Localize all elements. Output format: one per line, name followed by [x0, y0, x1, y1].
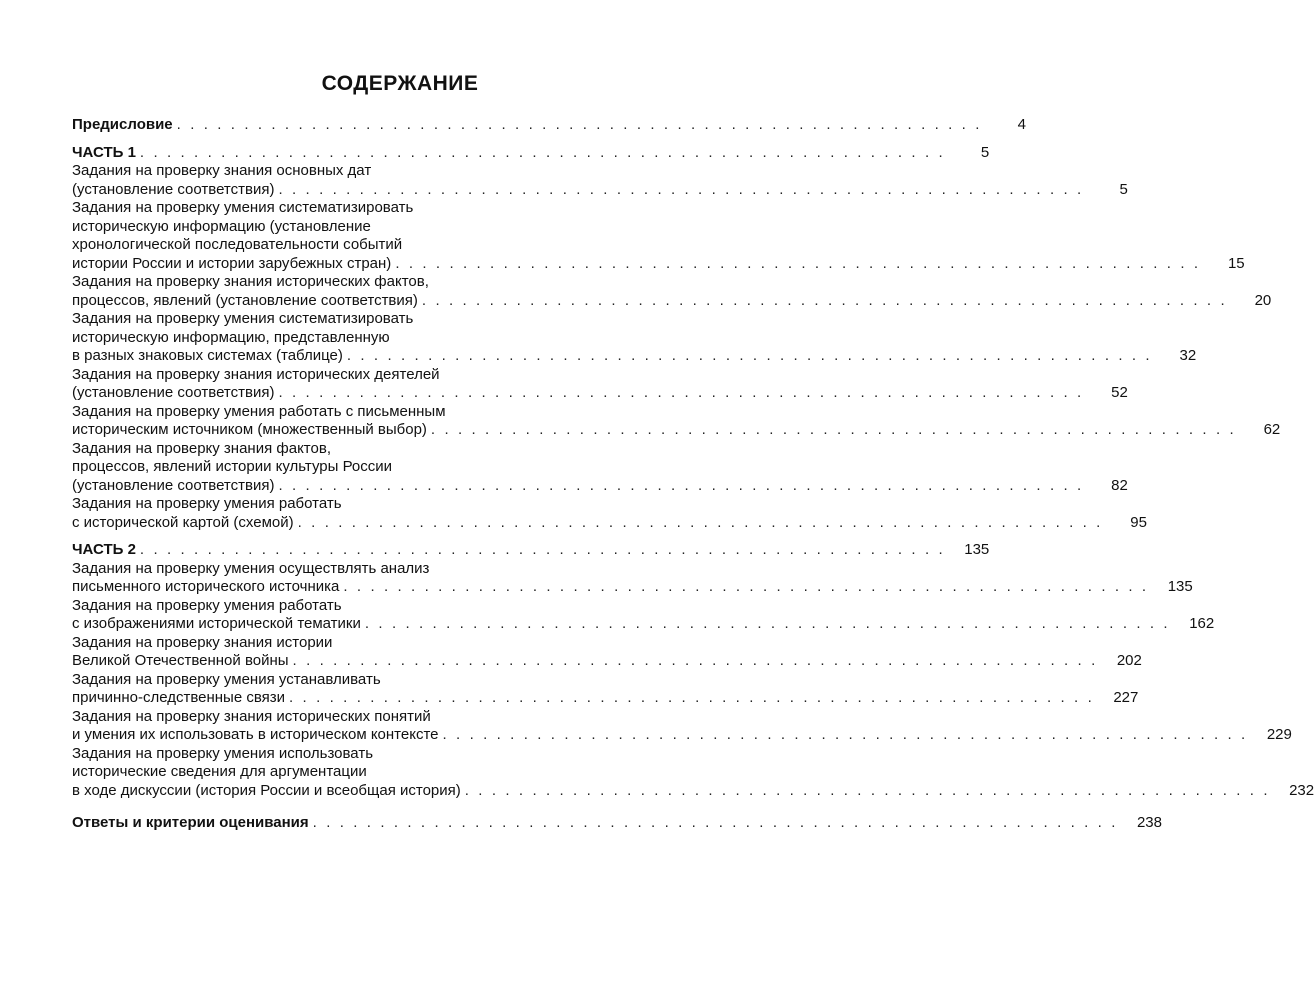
- toc-entry-last-line: [72, 384, 1128, 403]
- dot-leader: . . . . . . . . . . . . . . . . . . . . . . . . . . . . . . . . . . . . . . . . . . . . . . . . . . . . . . . . . . . .: [346, 347, 1153, 364]
- dot-leader: . . . . . . . . . . . . . . . . . . . . . . . . . . . . . . . . . . . . . . . . . . . . . . . . . . . . . . . . . . . .: [395, 254, 1201, 272]
- toc-entry: [72, 670, 1139, 708]
- toc-entry: [72, 744, 1314, 801]
- toc-entry-last-line: [72, 689, 1139, 708]
- dot-leader: . . . . . . . . . . . . . . . . . . . . . . . . . . . . . . . . . . . . . . . . . . . . . . . . . . . . . . . . . . . .: [278, 180, 1084, 198]
- toc-page-number: 32: [1179, 347, 1197, 364]
- dot-leader: . . . . . . . . . . . . . . . . . . . . . . . . . . . . . . . . . . . . . . . . . . . . . . . . . . . . . . . . . . . .: [421, 291, 1228, 309]
- toc-entry: [72, 116, 1026, 135]
- toc-entry-text: Задания на проверку умения использовать: [72, 744, 374, 762]
- toc-entry-text: ЧАСТЬ 2: [72, 541, 136, 558]
- toc-entry-text: (установление соответствия): [72, 384, 275, 401]
- toc-entry-text: Задания на проверку умения работать: [72, 495, 342, 512]
- toc-entry-last-line: [72, 254, 1245, 274]
- toc-entry-last-line: [72, 180, 1128, 200]
- dot-leader: . . . . . . . . . . . . . . . . . . . . . . . . . . . . . . . . . . . . . . . . . . . . . . . . . . . . . . . . . . . .: [430, 421, 1237, 438]
- toc-entry: [72, 439, 1128, 496]
- dot-leader: . . . . . . . . . . . . . . . . . . . . . . . . . . . . . . . . . . . . . . . . . . . . . . . . . . . . . . . . . . . .: [139, 541, 946, 558]
- toc-page-number: 5: [1119, 180, 1128, 198]
- toc-entry-last-line: [72, 652, 1142, 671]
- dot-leader: . . . . . . . . . . . . . . . . . . . . . . . . . . . . . . . . . . . . . . . . . . . . . . . . . . . . . . . . . . . .: [139, 143, 946, 161]
- toc-entry-text: Задания на проверку знания исторических понятий: [72, 707, 431, 725]
- toc-entry-last-line: [72, 578, 1193, 597]
- toc-entry: [72, 707, 1292, 745]
- toc-entry-last-line: [72, 347, 1197, 366]
- toc-entry-text: истории России и истории зарубежных стран): [72, 254, 392, 272]
- dot-leader: . . . . . . . . . . . . . . . . . . . . . . . . . . . . . . . . . . . . . . . . . . . . . . . . . . . . . . . . . . . .: [278, 476, 1084, 494]
- toc-entry-last-line: [72, 781, 1314, 801]
- toc-page-number: 229: [1266, 726, 1292, 743]
- toc-page-number: 15: [1227, 254, 1245, 272]
- dot-leader: . . . . . . . . . . . . . . . . . . . . . . . . . . . . . . . . . . . . . . . . . . . . . . . . . . . . . . . . . . . .: [312, 814, 1118, 831]
- toc-entry: [72, 814, 1162, 833]
- toc-entry-last-line: [72, 726, 1292, 745]
- toc-entry-text: Великой Отечественной войны: [72, 652, 289, 669]
- toc-entry: [72, 310, 1197, 366]
- dot-leader: . . . . . . . . . . . . . . . . . . . . . . . . . . . . . . . . . . . . . . . . . . . . . . . . . . . . . . . . . . . .: [292, 652, 1098, 669]
- toc-entry-text: с исторической картой (схемой): [72, 513, 294, 531]
- toc-entry: [72, 633, 1142, 671]
- toc-entry-text: письменного исторического источника: [72, 578, 340, 595]
- toc-page-number: 4: [1017, 116, 1026, 133]
- toc-entry-text: Задания на проверку умения систематизировать: [72, 310, 414, 327]
- dot-leader: . . . . . . . . . . . . . . . . . . . . . . . . . . . . . . . . . . . . . . . . . . . . . . . . . . . . . . . . . . . .: [278, 384, 1084, 401]
- toc-entry-text: Задания на проверку знания исторических деятелей: [72, 365, 440, 383]
- toc-page-number: 162: [1189, 615, 1215, 632]
- toc-entry-text: Ответы и критерии оценивания: [72, 814, 309, 831]
- toc-page-number: 227: [1113, 689, 1139, 706]
- toc-entry-text: процессов, явлений истории культуры России: [72, 458, 393, 475]
- toc-entry-text: и умения их использовать в историческом контексте: [72, 726, 439, 743]
- toc-entry: [72, 199, 1245, 273]
- toc-entry-text: Задания на проверку знания истории: [72, 633, 333, 651]
- dot-leader: . . . . . . . . . . . . . . . . . . . . . . . . . . . . . . . . . . . . . . . . . . . . . . . . . . . . . . . . . . . .: [442, 726, 1248, 743]
- toc-entry-text: Задания на проверку умения работать с письменным: [72, 402, 446, 420]
- dot-leader: . . . . . . . . . . . . . . . . . . . . . . . . . . . . . . . . . . . . . . . . . . . . . . . . . . . . . . . . . . . .: [343, 578, 1149, 595]
- toc-entry-text: Задания на проверку знания фактов,: [72, 439, 331, 457]
- toc-page-number: 62: [1263, 421, 1281, 438]
- toc-page-number: 135: [1167, 578, 1193, 595]
- toc-entry-text: процессов, явлений (установление соответствия): [72, 291, 418, 309]
- toc-entry-text: исторические сведения для аргументации: [72, 763, 367, 780]
- toc-entry-last-line: [72, 513, 1147, 533]
- toc-page-number: 95: [1130, 513, 1147, 531]
- toc-entry: [72, 559, 1193, 597]
- toc-entry-text: Задания на проверку умения систематизировать: [72, 199, 414, 216]
- toc-page-number: 202: [1116, 652, 1142, 669]
- toc-entry-text: в разных знаковых системах (таблице): [72, 347, 343, 364]
- toc-entry-text: историческую информацию, представленную: [72, 328, 390, 346]
- toc-entry-text: (установление соответствия): [72, 180, 275, 198]
- toc-entry: [72, 273, 1272, 310]
- dot-leader: . . . . . . . . . . . . . . . . . . . . . . . . . . . . . . . . . . . . . . . . . . . . . . . . . . . . . . . . . . . .: [464, 781, 1271, 799]
- toc-entry-text: историческую информацию (установление: [72, 217, 371, 235]
- toc-entry-last-line: [72, 421, 1281, 440]
- toc-entry-text: ЧАСТЬ 1: [72, 143, 136, 161]
- toc-page-number: 82: [1111, 476, 1128, 494]
- toc-entry-last-line: [72, 615, 1215, 634]
- toc-entry-last-line: [72, 541, 990, 560]
- toc-entry-text: Предисловие: [72, 116, 173, 133]
- toc-entry-text: Задания на проверку знания исторических фактов,: [72, 273, 429, 290]
- toc-entry: [72, 365, 1128, 403]
- toc-entry-text: (установление соответствия): [72, 476, 275, 494]
- toc-entry: [72, 541, 990, 560]
- toc-entry: [72, 495, 1147, 532]
- dot-leader: . . . . . . . . . . . . . . . . . . . . . . . . . . . . . . . . . . . . . . . . . . . . . . . . . . . . . . . . . . . .: [297, 513, 1103, 531]
- toc-page-number: 20: [1254, 291, 1272, 309]
- toc-entry-last-line: [72, 476, 1128, 496]
- toc-entry-text: Задания на проверку умения осуществлять анализ: [72, 559, 430, 577]
- toc-entry-text: историческим источником (множественный выбор): [72, 421, 427, 438]
- toc-entry-last-line: [72, 143, 990, 163]
- toc-entry: [72, 143, 990, 163]
- toc-entry: [72, 402, 1281, 440]
- toc-entry-text: с изображениями исторической тематики: [72, 615, 361, 632]
- table-of-contents: [72, 116, 1314, 833]
- toc-page-number: 238: [1136, 814, 1162, 831]
- toc-entry: [72, 162, 1128, 199]
- toc-entry-text: причинно-следственные связи: [72, 689, 286, 706]
- toc-entry-last-line: [72, 116, 1026, 135]
- toc-entry-last-line: [72, 814, 1162, 833]
- toc-entry-last-line: [72, 291, 1272, 311]
- dot-leader: . . . . . . . . . . . . . . . . . . . . . . . . . . . . . . . . . . . . . . . . . . . . . . . . . . . . . . . . . . . .: [176, 116, 982, 133]
- toc-entry-text: хронологической последовательности событий: [72, 236, 403, 253]
- toc-entry-text: Задания на проверку умения устанавливать: [72, 670, 381, 688]
- toc-entry-text: Задания на проверку умения работать: [72, 596, 342, 614]
- dot-leader: . . . . . . . . . . . . . . . . . . . . . . . . . . . . . . . . . . . . . . . . . . . . . . . . . . . . . . . . . . . .: [289, 689, 1095, 706]
- toc-entry: [72, 596, 1215, 634]
- toc-entry-text: в ходе дискуссии (история России и всеобщая история): [72, 781, 461, 799]
- dot-leader: . . . . . . . . . . . . . . . . . . . . . . . . . . . . . . . . . . . . . . . . . . . . . . . . . . . . . . . . . . . .: [364, 615, 1171, 632]
- toc-entry-text: Задания на проверку знания основных дат: [72, 162, 372, 179]
- toc-page-number: 232: [1289, 781, 1314, 799]
- toc-page-number: 135: [964, 541, 990, 558]
- toc-page-number: 52: [1111, 384, 1128, 401]
- page-title: СОДЕРЖАНИЕ: [321, 72, 479, 95]
- toc-page-number: 5: [980, 143, 990, 161]
